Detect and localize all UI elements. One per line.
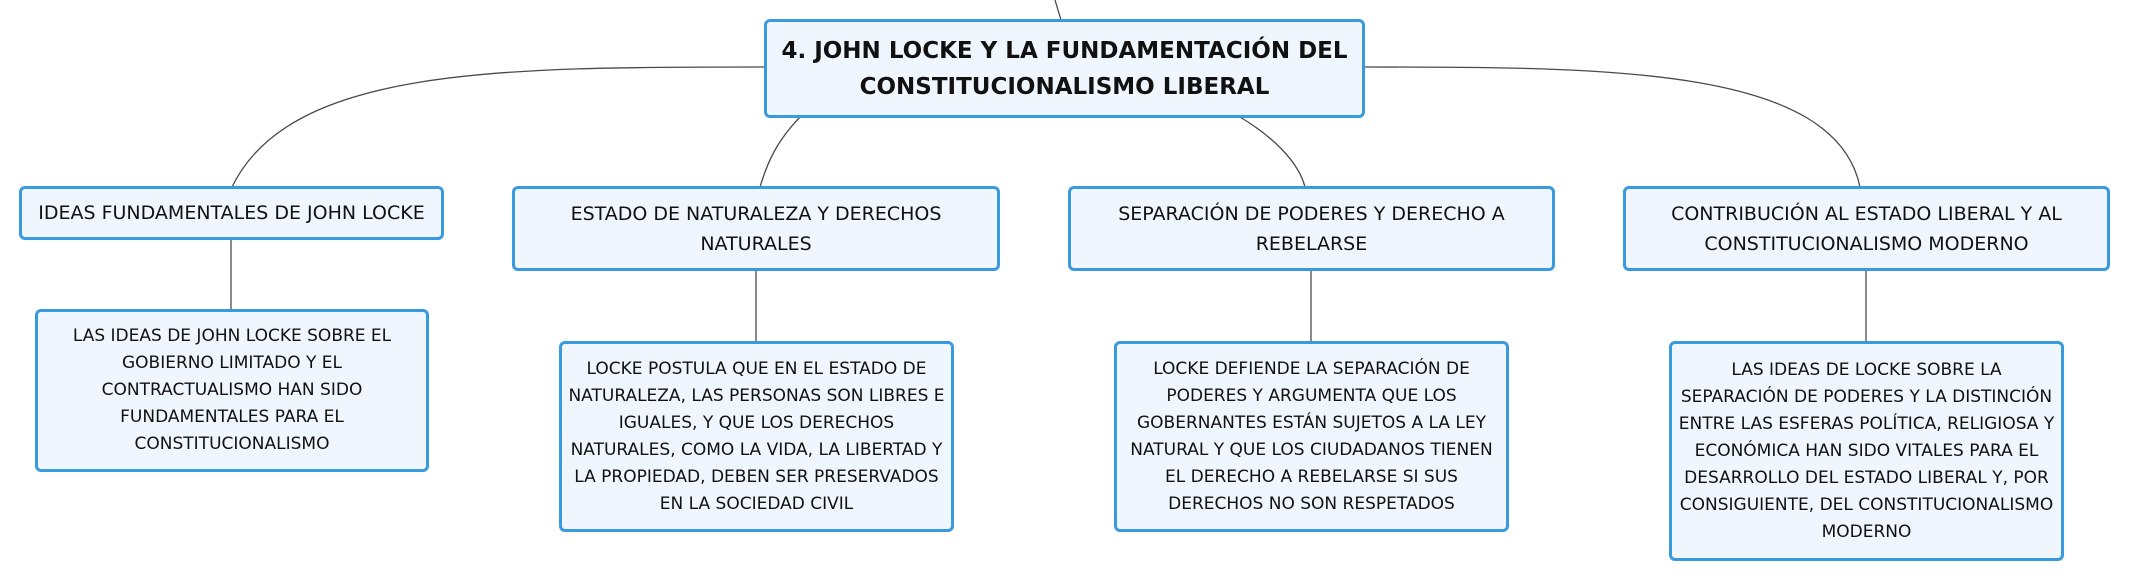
detail-text: LAS IDEAS DE LOCKE SOBRE LA SEPARACIÓN DE PODERES Y LA DISTINCIÓN ENTRE LAS ESFERAS POLÍTICA, RELIGIOSA Y ECONÓMICA HAN SIDO VITALES PARA EL DESARROLLO DEL ESTADO LIBERAL Y, POR CONSIGUIENTE, DEL CONSTITUCIONALISMO MODERNO [1678, 359, 2055, 542]
topic-label: SEPARACIÓN DE PODERES Y DERECHO A REBELARSE [1118, 202, 1505, 255]
connector-root-to-topic-1 [232, 67, 765, 187]
detail-text: LOCKE POSTULA QUE EN EL ESTADO DE NATURALEZA, LAS PERSONAS SON LIBRES E IGUALES, Y QUE LOS DERECHOS NATURALES, COMO LA VIDA, LA LIBERTAD Y LA PROPIEDAD, DEBEN SER PRESERVADOS EN LA SOCIEDAD CIVIL [568, 358, 945, 514]
detail-text: LOCKE DEFIENDE LA SEPARACIÓN DE PODERES Y ARGUMENTA QUE LOS GOBERNANTES ESTÁN SUJETOS A LA LEY NATURAL Y QUE LOS CIUDADANOS TIENEN EL DERECHO A REBELARSE SI SUS DERECHOS NO SON RESPETADOS [1130, 358, 1493, 514]
detail-node-contribucion-estado-liberal[interactable] [1669, 341, 2064, 561]
connector-top-stub [1055, 0, 1061, 20]
root-title: 4. JOHN LOCKE Y LA FUNDAMENTACIÓN DEL CONSTITUCIONALISMO LIBERAL [781, 37, 1348, 100]
topic-node-ideas-fundamentales[interactable] [19, 186, 444, 240]
connector-root-to-topic-4 [1364, 67, 1860, 187]
detail-node-estado-de-naturaleza[interactable] [559, 341, 954, 532]
topic-label: IDEAS FUNDAMENTALES DE JOHN LOCKE [38, 202, 425, 224]
topic-node-estado-de-naturaleza[interactable] [512, 186, 1000, 271]
detail-text: LAS IDEAS DE JOHN LOCKE SOBRE EL GOBIERNO LIMITADO Y EL CONTRACTUALISMO HAN SIDO FUNDAMENTALES PARA EL CONSTITUCIONALISMO [72, 326, 392, 454]
connector-root-to-topic-3 [1240, 117, 1305, 187]
detail-node-ideas-fundamentales[interactable] [35, 309, 429, 472]
root-node[interactable] [764, 19, 1365, 118]
connector-root-to-topic-2 [760, 117, 800, 187]
topic-node-contribucion-estado-liberal[interactable] [1623, 186, 2110, 271]
topic-label: ESTADO DE NATURALEZA Y DERECHOS NATURALES [570, 202, 942, 255]
topic-label: CONTRIBUCIÓN AL ESTADO LIBERAL Y AL CONSTITUCIONALISMO MODERNO [1671, 202, 2062, 255]
detail-node-separacion-de-poderes[interactable] [1114, 341, 1509, 532]
topic-node-separacion-de-poderes[interactable] [1068, 186, 1555, 271]
